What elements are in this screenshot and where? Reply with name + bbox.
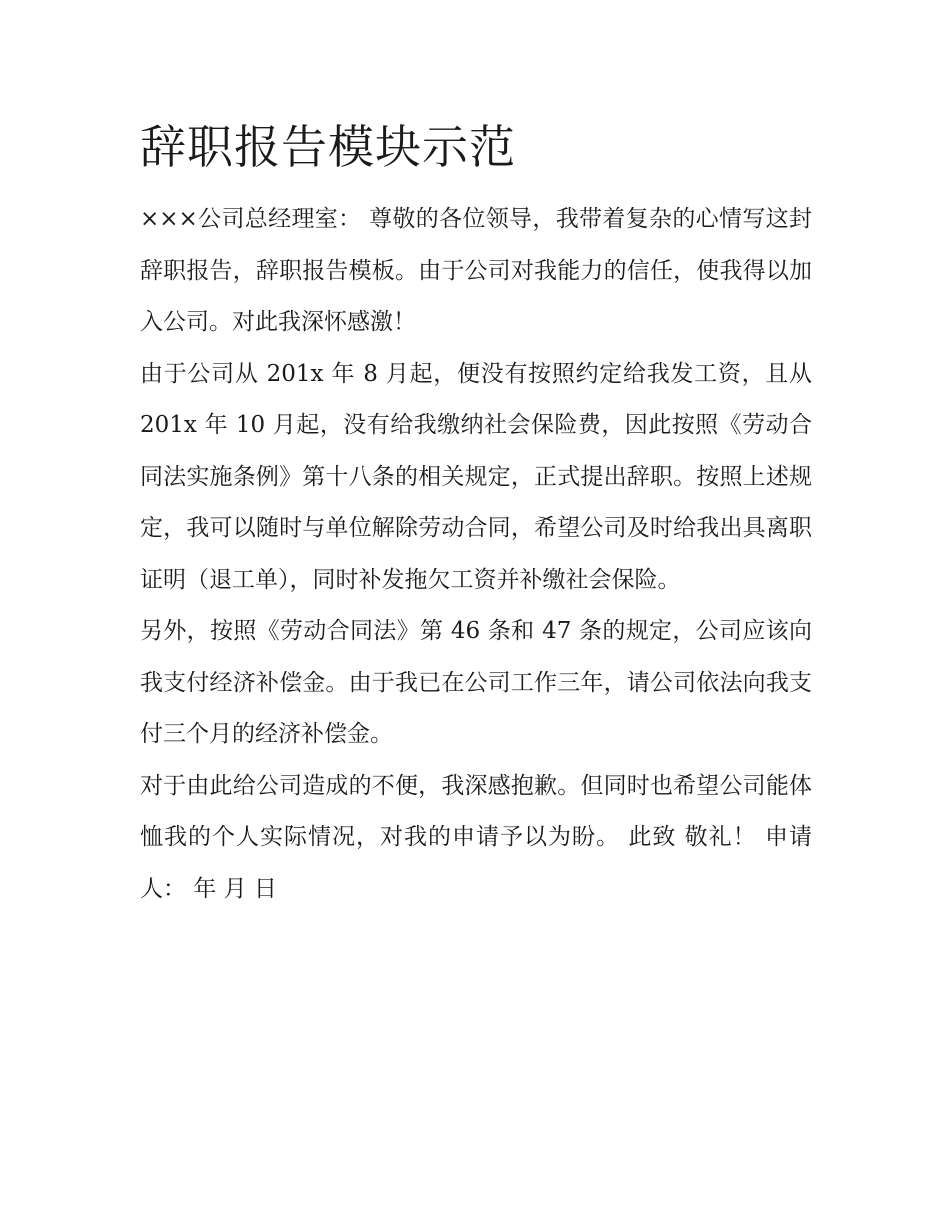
- document-title: 辞职报告模块示范: [140, 120, 516, 174]
- paragraph-closing: 对于由此给公司造成的不便，我深感抱歉。但同时也希望公司能体恤我的个人实际情况，对我的申请予以为盼。 此致 敬礼！ 申请人： 年 月 日: [140, 772, 812, 902]
- document-page: [140, 112, 812, 915]
- paragraph-compensation: 另外，按照《劳动合同法》第 46 条和 47 条的规定，公司应该向我支付经济补偿金。由于我已在公司工作三年，请公司依法向我支付三个月的经济补偿金。: [140, 618, 812, 747]
- paragraph-greeting: ×××公司总经理室： 尊敬的各位领导，我带着复杂的心情写这封辞职报告，辞职报告模板。由于公司对我能力的信任，使我得以加入公司。对此我深怀感激！: [140, 206, 812, 335]
- paragraph-reason: 由于公司从 201x 年 8 月起，便没有按照约定给我发工资，且从 201x 年 10 月起，没有给我缴纳社会保险费，因此按照《劳动合同法实施条例》第十八条的相关规定，正式提出辞职。按照上述规定，我可以随时与单位解除劳动合同，希望公司及时给我出具离职证明（退工单），同时补发拖欠工资并补缴社会保险。: [140, 360, 812, 593]
